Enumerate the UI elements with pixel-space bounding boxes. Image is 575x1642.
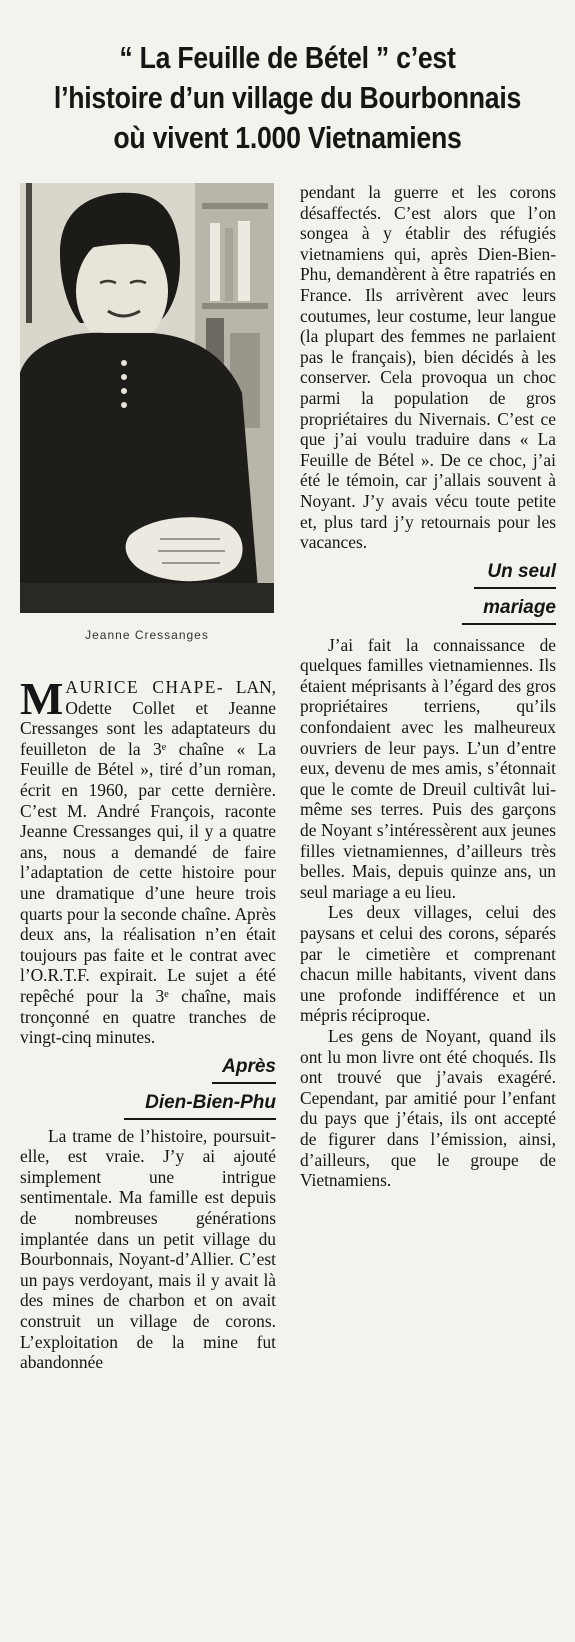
subhead-mariage: mariage	[483, 596, 556, 618]
paragraph-continuation: pendant la guerre et les corons désaffectés. C’est alors que l’on songea à y établir des réfugiés vietnamiens qui, après Dien-Bien-Phu, demandèrent à être rapatriés en France. Ils arrivèrent avec leurs coutumes, leur costume, leur langue (la plupart des femmes ne parlaient pas le français), bien décidés à les conserver. Cela provoqua un choc parmi la population de gros propriétaires du Nivernais. C’est ce que j’ai voulu traduire dans « La Feuille de Bétel ». De ce choc, j’ai été le témoin, car j’allais souvent à Noyant. J’y avais vécu toute petite et, plus tard j’y retournais pour les vacances.	[300, 182, 556, 553]
paragraph-gens-de-noyant: Les gens de Noyant, quand ils ont lu mon livre ont été choqués. Ils ont trouvé que j’avais exagéré. Cependant, par amitié pour l’enfant du pays que j’étais, ils ont accepté de figurer dans l’émission, ainsi, d’ailleurs, que le groupe de Vietnamiens.	[300, 1025, 556, 1191]
headline-line-3: où vivent 1.000 Vietnamiens	[113, 120, 462, 155]
portrait-illustration	[20, 183, 274, 613]
article-column-left	[20, 673, 276, 1373]
headline-line-2: l’histoire d’un village du Bourbonnais	[53, 80, 522, 115]
intro-first-line: AURICE CHAPE-	[65, 677, 225, 697]
subhead-dien-bien-phu: Dien-Bien-Phu	[145, 1091, 276, 1113]
subhead-rule	[462, 623, 556, 625]
headline	[40, 38, 535, 158]
article-column-right	[300, 182, 556, 1191]
paragraph-trame: La trame de l’histoire, poursuit-elle, est vraie. J’y ai ajouté simplement une intrigue sentimentale. Ma famille est depuis de nombreuses générations implantée dans un petit village du Bourbonnais, Noyant-d’Allier. C’est un pays verdoyant, mais il y avait là des mines de charbon et on avait construit un village de corons. L’exploitation de la mine fut abandonnée	[20, 1125, 276, 1373]
subhead-rule	[124, 1118, 276, 1120]
portrait-photo	[20, 183, 274, 613]
subhead-rule	[474, 587, 556, 589]
subhead-un-seul: Un seul	[487, 560, 556, 582]
photo-caption: Jeanne Cressanges	[85, 628, 209, 642]
intro-paragraph	[20, 673, 276, 1048]
headline-line-1: “ La Feuille de Bétel ” c’est	[119, 40, 456, 75]
subhead-rule	[212, 1082, 276, 1084]
subhead-apres: Après	[222, 1055, 276, 1077]
drop-cap: M	[20, 673, 64, 724]
paragraph-connaissance: J’ai fait la connaissance de quelques familles vietnamiennes. Ils étaient méprisants à l’égard des gros propriétaires terriens, qu’ils confondaient avec les malheureux ouvriers de leur pays. L’un d’entre eux, devenu de mes amis, s’étonnait que le comte de Dreuil cultivât lui-même ses terres. Puis des garçons de Noyant s’intéressèrent aux jeunes filles vietnamiennes, d’ailleurs très belles. Mais, depuis quinze ans, un seul mariage a eu lieu.	[300, 634, 556, 902]
intro-text: LAN, Odette Collet et Jeanne Cressanges sont les adaptateurs du feuilleton de la 3ᵉ chaîne « La Feuille de Bétel », tiré d’un roman, écrit en 1960, par cette dernière. C’est M. André François, raconte Jeanne Cressanges qui, il y a quatre ans, nous a demandé de faire l’adaptation de cette histoire pour une dramatique d’une heure trois quarts pour la seconde chaîne. Après deux ans, la réalisation n’en était toujours pas faite et le contrat avec l’O.R.T.F. expirait. Le sujet a été repêché pour la 3ᵉ chaîne, mais tronçonné en quatre tranches de vingt-cinq minutes.	[20, 677, 276, 1048]
paragraph-villages: Les deux villages, celui des paysans et celui des corons, séparés par le cimetière et comprenant chacun mille habitants, vivent dans une profonde indifférence et un mépris réciproque.	[300, 902, 556, 1026]
